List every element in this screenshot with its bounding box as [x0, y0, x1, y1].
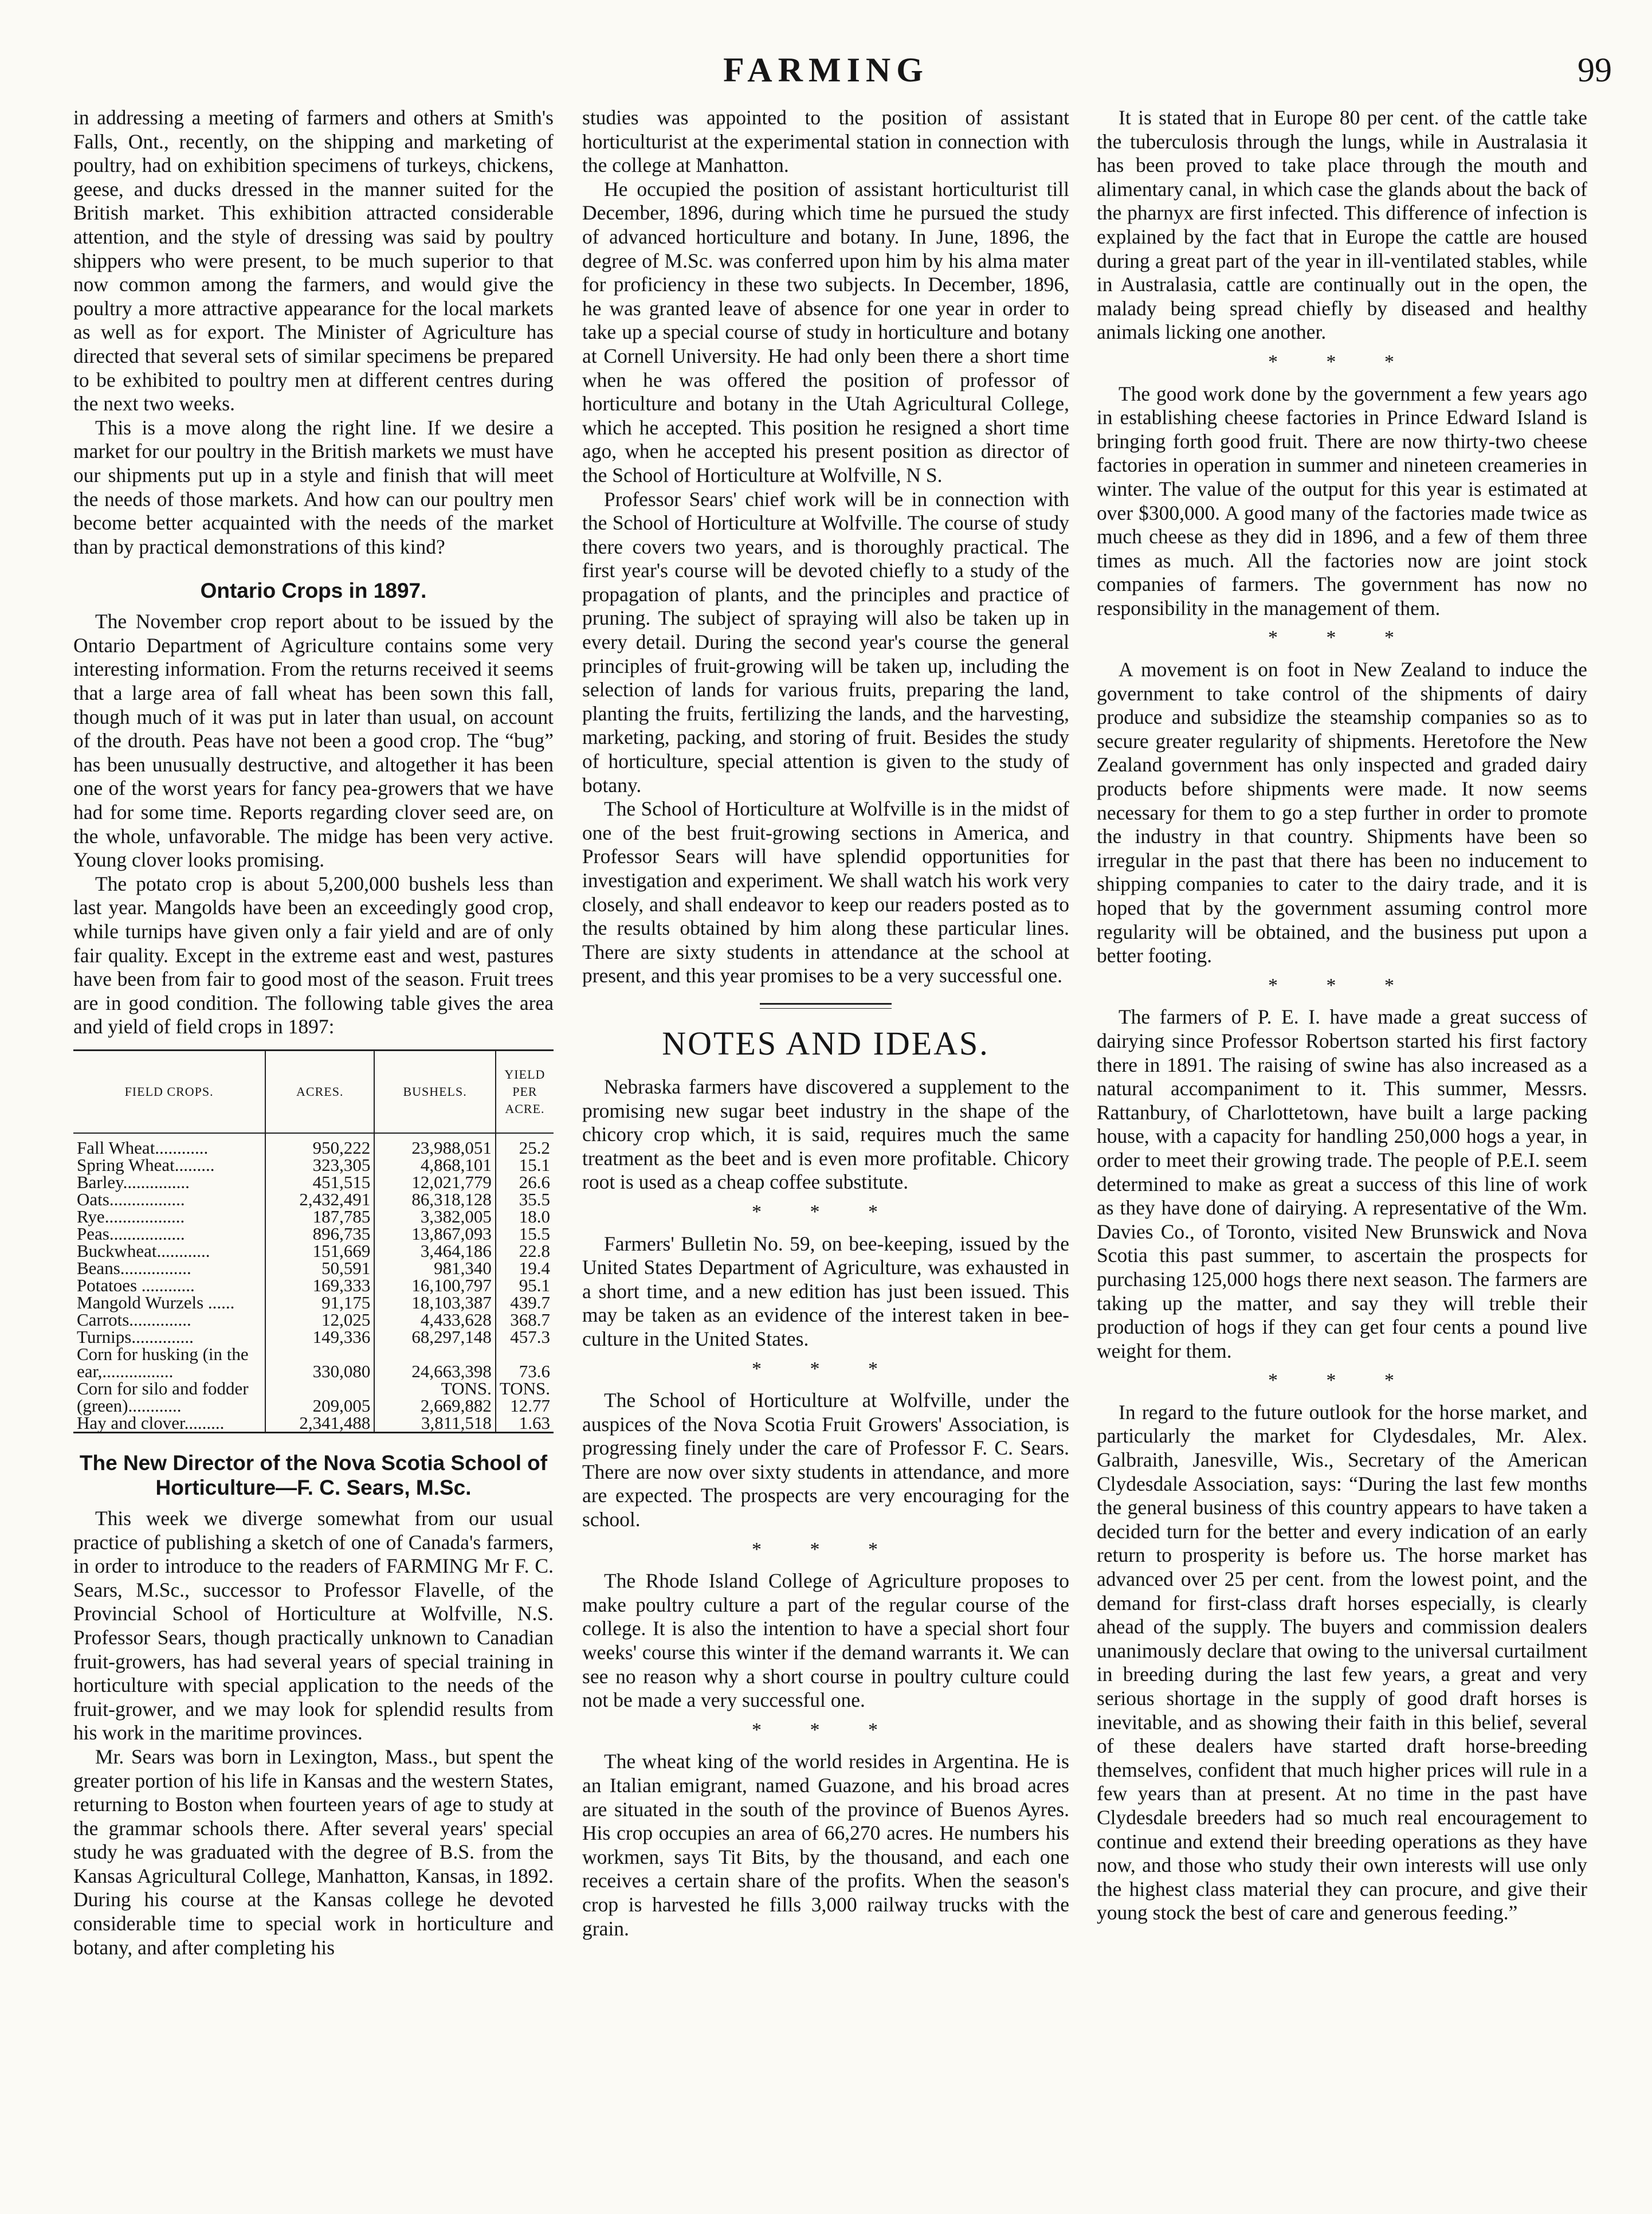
table-row [73, 1208, 554, 1225]
table-cell: 35.5 [496, 1191, 554, 1208]
separator: * * * [752, 1719, 900, 1741]
paragraph: The potato crop is about 5,200,000 bushels less than last year. Mangolds have been an exceedingly good crop, while turnips have given only a fair yield and are of only fair quality. Except in the extreme east and west, pastures have been from fair to good most of the season. Fruit trees are in good condition. The following table gives the area and yield of field crops in 1897: [73, 872, 554, 1039]
table-cell: 981,340 [374, 1260, 496, 1277]
table-cell: TONS. [374, 1380, 496, 1397]
table-cell: Corn for silo and fodder [77, 1378, 249, 1398]
separator: * * * [752, 1201, 900, 1222]
page-number: 99 [1578, 51, 1612, 89]
paragraph: The farmers of P. E. I. have made a great success of dairying since Professor Robertson started his first factory there in 1891. The raising of swine has also increased as a natural accompaniment to it. This summer, Messrs. Rattanbury, of Charlottetown, have built a large packing house, with a capacity for handling 250,000 hogs a year, in order to meet their growing trade. The people of P.E.I. seem determined to make as great a success of this line of work as they have done of dairying. A representative of the Wm. Davies Co., of Toronto, visited New Brunswick and Nova Scotia this past summer, to ascertain the prospects for purchasing 125,000 hogs there next season. The farmers are taking up the matter, and say they will treble their production of hogs if they can get four cents a pound live weight for them. [1097, 1005, 1587, 1362]
table-cell: 1.63 [496, 1414, 554, 1433]
column-2 [582, 106, 1069, 2192]
table-cell: 4,868,101 [374, 1157, 496, 1174]
table-cell: Spring Wheat......... [77, 1154, 215, 1175]
paragraph: He occupied the position of assistant horticulturist till December, 1896, during which time he pursued the study of advanced horticulture and botany. In June, 1896, the degree of M.Sc. was conferred upon him by his alma mater for proficiency in these two subjects. In December, 1896, he was granted leave of absence for one year in order to take up a special course of study in horticulture and botany at Cornell University. He had only been there a short time when he was offered the position of professor of horticulture and botany in the Utah Agricultural College, which he accepted. This position he resigned a short time ago, when he accepted his present position as director of the School of Horticulture at Wolfville, N S. [582, 177, 1069, 487]
table-row [73, 1225, 554, 1243]
paragraph: in addressing a meeting of farmers and others at Smith's Falls, Ont., recently, on the shipping and marketing of poultry, had on exhibition specimens of turkeys, chickens, geese, and ducks dressed in the manner suited for the British market. This exhibition attracted considerable attention, and the style of dressing was said by poultry shippers who were present, to be much superior to that now common among the farmers, and would give the poultry a more attractive appearance for the local markets as well as for export. The Minister of Agriculture has directed that several sets of similar specimens be prepared to be exhibited to poultry men at different centres during the next two weeks. [73, 106, 554, 416]
paragraph: In regard to the future outlook for the horse market, and particularly the market for Clydesdales, Mr. Alex. Galbraith, Janesville, Wis., Secretary of the American Clydesdale Association, says: “During the last few months the general business of this country appears to have taken a decided turn for the better and every indication of an early return to prosperity is before us. The horse market has advanced over 25 per cent. from the lowest point, and the demand for first-class draft horses especially, is clearly ahead of the supply. The buyers and commission dealers unanimously declare that owing to the universal curtailment in breeding during the last few years, a great and very serious shortage in the supply of good draft horses is inevitable, and as showing their faith in this belief, several of these dealers have started draft horse-breeding themselves, confident that much higher prices will rule in a few years than at present. At no time in the past have Clydesdale breeders had so much real encouragement to continue and extend their breeding operations as they have now, and those who study their own interests will use only the highest class material they can procure, and give their young stock the best of care and generous feeding.” [1097, 1400, 1587, 1925]
table-row [73, 1174, 554, 1191]
paragraph: studies was appointed to the position of assistant horticulturist at the experimental station in connection with the college at Manhatton. [582, 106, 1069, 177]
column-3 [1097, 106, 1587, 2192]
table-cell: 13,867,093 [374, 1225, 496, 1243]
separator: * * * [752, 1538, 900, 1560]
table-cell: 91,175 [265, 1294, 374, 1311]
separator: * * * [1268, 627, 1416, 649]
table-cell: Oats................. [77, 1189, 185, 1209]
table-cell: 15.5 [496, 1225, 554, 1243]
table-cell: 4,433,628 [374, 1311, 496, 1329]
table-cell: 18,103,387 [374, 1294, 496, 1311]
table-cell: 457.3 [496, 1329, 554, 1346]
table-cell: 209,005 [265, 1397, 374, 1414]
table-cell [496, 1346, 554, 1363]
table-cell: Mangold Wurzels ...... [77, 1292, 235, 1312]
table-cell: Buckwheat............ [77, 1240, 210, 1261]
paragraph: It is stated that in Europe 80 per cent. of the cattle take the tuberculosis through the lungs, while in Australasia it has been proved to take place through the mouth and alimentary canal, in which case the glands about the back of the pharnyx are first infected. This difference of infection is explained by the fact that in Europe the cattle are housed during a great part of the year in ill-ventilated stables, while in Australasia, cattle are continually out in the open, the malady being spread chiefly by diseased and healthy animals licking one another. [1097, 106, 1587, 344]
paragraph: This is a move along the right line. If we desire a market for our poultry in the British markets we must have our shipments put up in a style and finish that will meet the needs of those markets. And how can our poultry men become better acquainted with the needs of the market than by practical demonstrations of this kind? [73, 416, 554, 558]
table-cell: 3,464,186 [374, 1243, 496, 1260]
table-cell: 25.2 [496, 1133, 554, 1157]
table-cell: 439.7 [496, 1294, 554, 1311]
paragraph: The good work done by the government a few years ago in establishing cheese factories in Prince Edward Island is bringing forth good fruit. There are now thirty-two cheese factories in operation in summer and nineteen creameries in winter. The value of the output for this year is estimated at over $300,000. A good many of the factories made twice as much cheese as they did in 1896, and a few of them three times as much. All the factories now are joint stock companies of farmers. The government has now no responsibility in the management of them. [1097, 382, 1587, 620]
table-header: YIELD PER ACRE. [496, 1050, 554, 1133]
table-cell: 68,297,148 [374, 1329, 496, 1346]
paragraph: A movement is on foot in New Zealand to induce the government to take control of the shipments of dairy produce and subsidize the steamship companies so as to secure greater regularity of shipments. Heretofore the New Zealand government has only inspected and graded dairy products before shipments were made. It now seems necessary for them to go a step further in order to promote the industry in that country. Shipments have been so irregular in the past that there has been no inducement to shipping companies to cater to the dairy trade, and it is hoped that by the government assuming control more regularity will be obtained, and the business put upon a better footing. [1097, 658, 1587, 967]
table-row [73, 1329, 554, 1346]
table-cell: 12.77 [496, 1397, 554, 1414]
table-cell [265, 1380, 374, 1397]
table-cell: 950,222 [265, 1133, 374, 1157]
table-cell: 3,811,518 [374, 1414, 496, 1433]
table-header: ACRES. [265, 1050, 374, 1133]
separator: * * * [1268, 1370, 1416, 1392]
table-cell: Corn for husking (in the [77, 1343, 249, 1364]
table-cell: 12,021,779 [374, 1174, 496, 1191]
table-row [73, 1311, 554, 1329]
table-cell [374, 1346, 496, 1363]
running-header: FARMING [723, 51, 929, 89]
table-cell: 451,515 [265, 1174, 374, 1191]
table-cell: 26.6 [496, 1174, 554, 1191]
table-cell: (green)............ [77, 1395, 182, 1416]
table-cell: 187,785 [265, 1208, 374, 1225]
table-row [73, 1380, 554, 1397]
section-heading-notes-and-ideas: NOTES AND IDEAS. [662, 1024, 990, 1062]
separator: * * * [752, 1358, 900, 1380]
table-cell: 12,025 [265, 1311, 374, 1329]
paragraph: Mr. Sears was born in Lexington, Mass., but spent the greater portion of his life in Kansas and the western States, returning to Boston when fourteen years of age to study at the grammar schools there. After several years' special study he was graduated with the degree of B.S. from the Kansas Agricultural College, Manhatton, Kansas, in 1892. During his course at the Kansas college he devoted considerable time to special work in horticulture and botany, and after completing his [73, 1745, 554, 1959]
table-cell: 23,988,051 [374, 1133, 496, 1157]
table-cell: Rye.................. [77, 1206, 185, 1226]
table-cell: 2,669,882 [374, 1397, 496, 1414]
table-row [73, 1363, 554, 1380]
table-row [73, 1277, 554, 1294]
table-cell: Carrots.............. [77, 1309, 191, 1330]
table-cell: 2,341,488 [265, 1414, 374, 1433]
section-heading-new-director: The New Director of the Nova Scotia School of Horticulture—F. C. Sears, M.Sc. [79, 1451, 548, 1499]
table-cell: 896,735 [265, 1225, 374, 1243]
table-cell: 330,080 [265, 1363, 374, 1380]
table-row [73, 1133, 554, 1157]
table-cell: Fall Wheat............ [77, 1137, 209, 1158]
table-cell: 368.7 [496, 1311, 554, 1329]
table-cell: 22.8 [496, 1243, 554, 1260]
table-cell: Potatoes ............ [77, 1275, 195, 1295]
table-cell: Barley............... [77, 1171, 190, 1192]
table-row [73, 1243, 554, 1260]
table-cell: Peas................. [77, 1223, 185, 1244]
paragraph: The wheat king of the world resides in Argentina. He is an Italian emigrant, named Guazone, and his broad acres are situated in the south of the province of Buenos Ayres. His crop occupies an area of 66,270 acres. He numbers his workmen, says Tit Bits, by the thousand, and each one receives a certain share of the profits. When the season's crop is harvested he fills 3,000 railway trucks with the grain. [582, 1750, 1069, 1940]
table-cell: 73.6 [496, 1363, 554, 1380]
separator: * * * [1268, 974, 1416, 996]
table-cell: Turnips.............. [77, 1326, 194, 1347]
table-cell: Hay and clover......... [73, 1414, 265, 1433]
table-cell: 149,336 [265, 1329, 374, 1346]
table-cell [265, 1346, 374, 1363]
table-cell: ear,................ [77, 1361, 174, 1381]
paragraph: Nebraska farmers have discovered a supplement to the promising new sugar beet industry in the shape of the chicory crop which, it is said, requires much the same treatment as the beet and is even more profitable. Chicory root is used as a cheap coffee substitute. [582, 1075, 1069, 1194]
table-cell: 3,382,005 [374, 1208, 496, 1225]
column-1 [73, 106, 554, 2192]
table-cell: 86,318,128 [374, 1191, 496, 1208]
table-header: BUSHELS. [374, 1050, 496, 1133]
table-cell: 15.1 [496, 1157, 554, 1174]
field-crops-table [73, 1049, 554, 1433]
table-cell: 169,333 [265, 1277, 374, 1294]
table-cell: 18.0 [496, 1208, 554, 1225]
table-row [73, 1294, 554, 1311]
section-heading-ontario-crops: Ontario Crops in 1897. [200, 579, 427, 603]
paragraph: The Rhode Island College of Agriculture proposes to make poultry culture a part of the regular course of the college. It is also the intention to have a special short four weeks' course this winter if the demand warrants it. We can see no reason why a short course in poultry culture could not be made a very successful one. [582, 1569, 1069, 1712]
paragraph: Professor Sears' chief work will be in connection with the School of Horticulture at Wolfville. The course of study there covers two years, and is thoroughly practical. The first year's course will be devoted chiefly to a study of the propagation of plants, and the principles and practice of pruning. The subject of spraying will also be taken up in every detail. During the second year's course the general principles of fruit-growing will be taken up, including the selection of lands for various fruits, preparing the land, planting the fruits, fertilizing the lands, and the harvesting, marketing, packing, and storing of fruit. Besides the study of horticulture, special attention is given to the study of botany. [582, 487, 1069, 797]
table-row [73, 1397, 554, 1414]
table-row [73, 1414, 554, 1433]
table-cell: 50,591 [265, 1260, 374, 1277]
ornamental-divider [760, 1003, 892, 1009]
table-row [73, 1191, 554, 1208]
paragraph: The School of Horticulture at Wolfville is in the midst of one of the best fruit-growing sections in America, and Professor Sears will have splendid opportunities for investigation and experiment. We shall watch his work very closely, and shall endeavor to keep our readers posted as to the results obtained by him along these particular lines. There are sixty students in attendance at the school at present, and this year promises to be a very successful one. [582, 797, 1069, 988]
table-row [73, 1157, 554, 1174]
table-cell: 19.4 [496, 1260, 554, 1277]
table-cell: 151,669 [265, 1243, 374, 1260]
table-cell: TONS. [496, 1380, 554, 1397]
table-cell: 95.1 [496, 1277, 554, 1294]
paragraph: Farmers' Bulletin No. 59, on bee-keeping, issued by the United States Department of Agriculture, was exhausted in a short time, and a new edition has just been issued. This may be taken as an evidence of the interest taken in bee-culture in the United States. [582, 1232, 1069, 1350]
paragraph: This week we diverge somewhat from our usual practice of publishing a sketch of one of Canada's farmers, in order to introduce to the readers of FARMING Mr F. C. Sears, M.Sc., successor to Professor Flavelle, of the Provincial School of Horticulture at Wolfville, N.S. Professor Sears, though practically unknown to Canadian fruit-growers, has had several years of special training in horticulture with special application to the needs of the fruit-grower, and we may look for splendid results from his work in the maritime provinces. [73, 1506, 554, 1745]
table-cell: 16,100,797 [374, 1277, 496, 1294]
table-row [73, 1260, 554, 1277]
table-cell: 323,305 [265, 1157, 374, 1174]
table-row [73, 1346, 554, 1363]
separator: * * * [1268, 351, 1416, 373]
paragraph: The November crop report about to be issued by the Ontario Department of Agriculture contains some very interesting information. From the returns received it seems that a large area of fall wheat has been sown this fall, though much of it was put in later than usual, on account of the drouth. Peas have not been a good crop. The “bug” has been unusually destructive, and altogether it has been one of the worst years for fancy pea-growers that we have had for some time. Reports regarding clover seed are, on the whole, unfavorable. The midge has been very active. Young clover looks promising. [73, 610, 554, 872]
paragraph: The School of Horticulture at Wolfville, under the auspices of the Nova Scotia Fruit Growers' Association, is progressing finely under the care of Professor F. C. Sears. There are now over sixty students in attendance, and more are expected. The prospects are very encouraging for the school. [582, 1389, 1069, 1531]
table-cell: 2,432,491 [265, 1191, 374, 1208]
table-cell: Beans................ [77, 1257, 191, 1278]
table-cell: 24,663,398 [374, 1363, 496, 1380]
table-header: FIELD CROPS. [73, 1050, 265, 1133]
